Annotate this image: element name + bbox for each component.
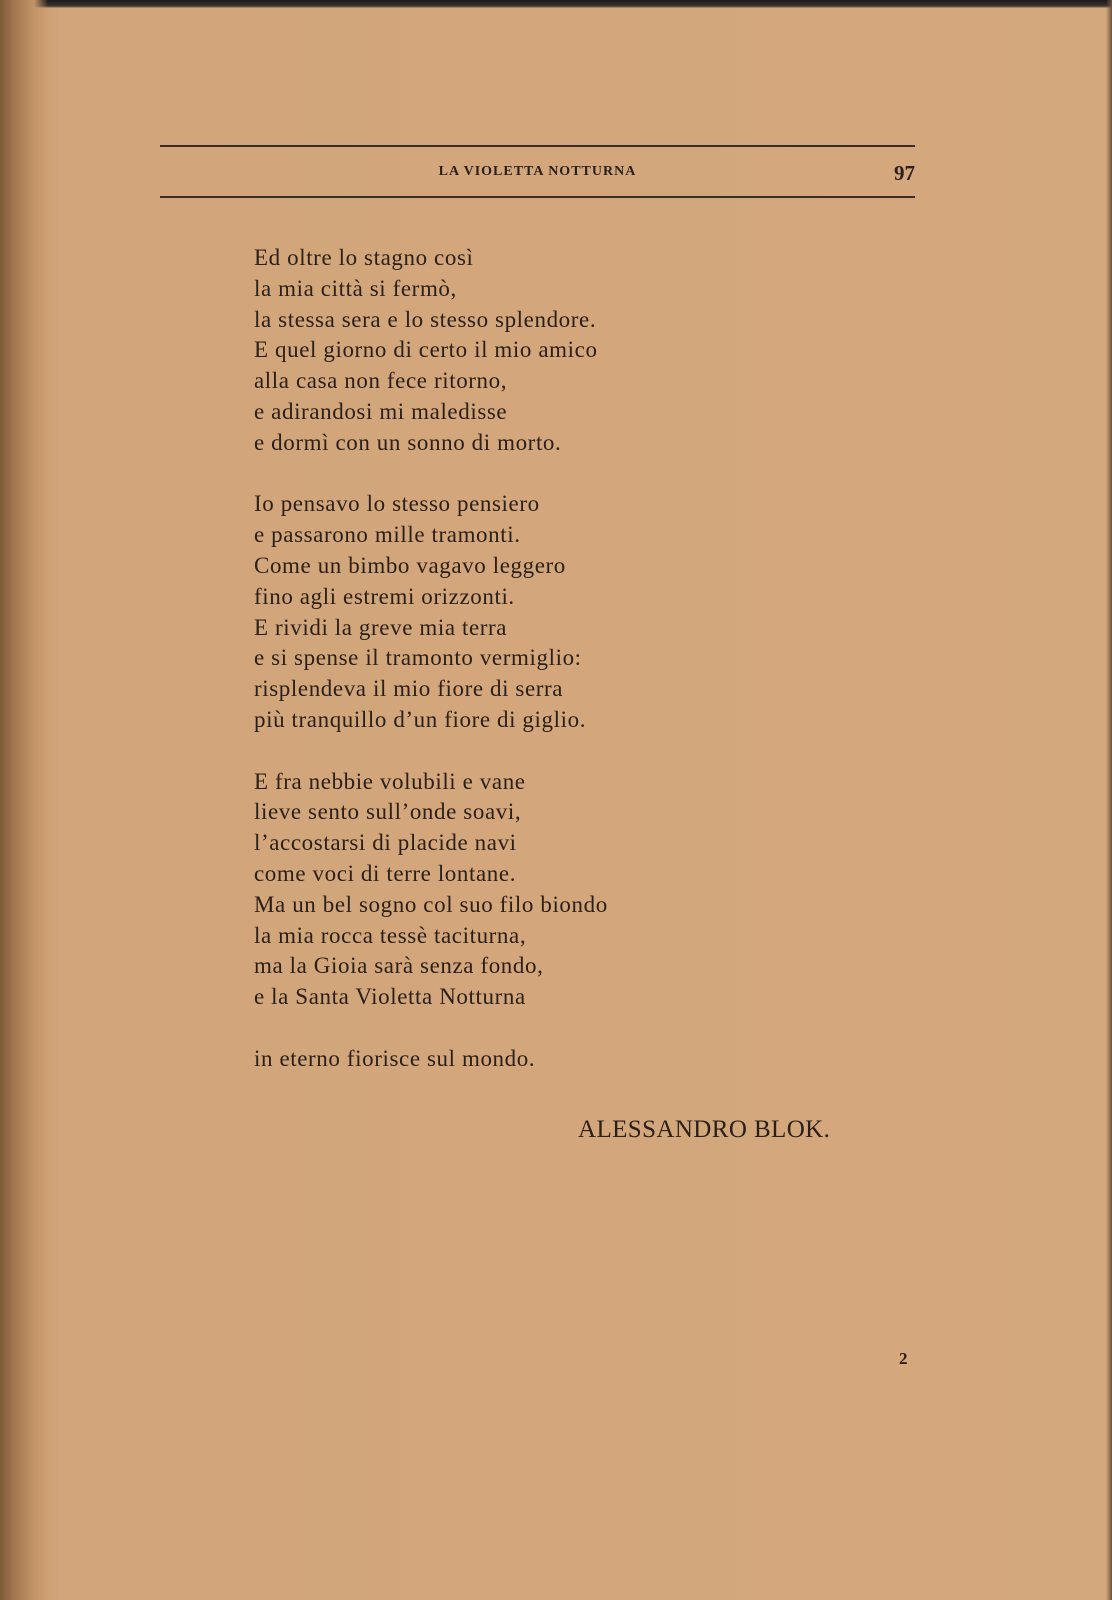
poem-line: Ma un bel sogno col suo filo biondo [254, 891, 608, 917]
poem-line: fino agli estremi orizzonti. [254, 583, 515, 609]
poem-line: lieve sento sull’onde soavi, [254, 799, 522, 825]
poem-line: e si spense il tramonto vermiglio: [254, 645, 582, 671]
header-rule-top [160, 145, 915, 147]
poem-line: e la Santa Violetta Notturna [254, 984, 526, 1010]
poem-line: e passarono mille tramonti. [254, 522, 521, 548]
poem-body [254, 243, 814, 1105]
poem-line: ma la Gioia sarà senza fondo, [254, 953, 544, 979]
printer-signature-mark: 2 [899, 1349, 908, 1368]
poem-line: più tranquillo d’un fiore di giglio. [254, 706, 587, 732]
page-top-edge [0, 0, 1112, 8]
page-number: 97 [894, 161, 915, 185]
poem-line: Io pensavo lo stesso pensiero [254, 491, 540, 517]
stanza-2 [254, 489, 814, 735]
running-head [160, 161, 915, 187]
poem-line: alla casa non fece ritorno, [254, 368, 508, 394]
poem-line: E fra nebbie volubili e vane [254, 768, 526, 794]
stanza-3 [254, 767, 814, 1013]
poem-line: la mia rocca tessè taciturna, [254, 922, 527, 948]
poem-line: risplendeva il mio fiore di serra [254, 676, 564, 702]
poem-line: Come un bimbo vagavo leggero [254, 552, 566, 578]
poem-line: la stessa sera e lo stesso splendore. [254, 306, 597, 332]
author-signature: ALESSANDRO BLOK. [578, 1116, 831, 1143]
poem-line: come voci di terre lontane. [254, 860, 517, 886]
stanza-4 [254, 1044, 814, 1075]
running-title: LA VIOLETTA NOTTURNA [438, 164, 637, 179]
poem-line: e dormì con un sonno di morto. [254, 429, 562, 455]
poem-line: la mia città si fermò, [254, 275, 457, 301]
stanza-1 [254, 243, 814, 459]
poem-line: e adirandosi mi maledisse [254, 398, 508, 424]
header-rule-bottom [160, 196, 915, 198]
poem-line: Ed oltre lo stagno così [254, 245, 474, 270]
poem-line: in eterno fiorisce sul mondo. [254, 1045, 536, 1071]
binding-edge [0, 0, 48, 1600]
poem-line: l’accostarsi di placide navi [254, 830, 517, 856]
poem-line: E quel giorno di certo il mio amico [254, 337, 598, 363]
page-right-edge [1106, 0, 1112, 1600]
poem-line: E rividi la greve mia terra [254, 614, 508, 640]
